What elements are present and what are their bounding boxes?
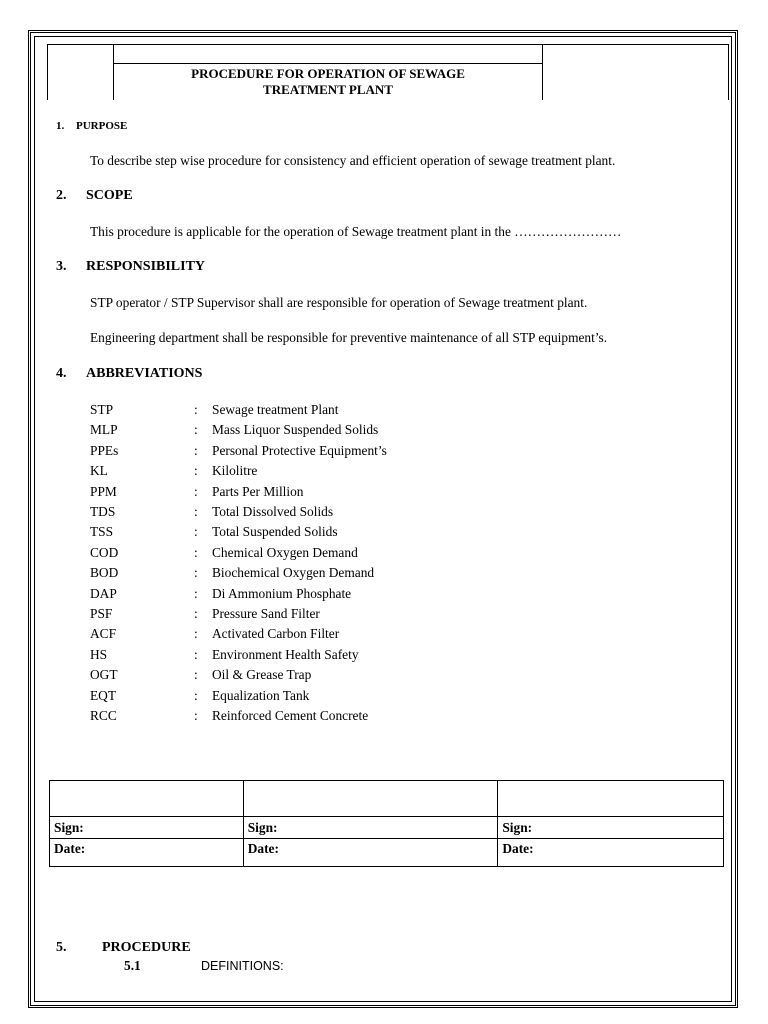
- sign-label: Sign:: [243, 817, 498, 839]
- section-number: 4.: [56, 366, 67, 381]
- section-title: ABBREVIATIONS: [86, 366, 203, 381]
- subsection-number: 5.1: [124, 958, 141, 973]
- title-line-1: PROCEDURE FOR OPERATION OF SEWAGE: [191, 66, 465, 81]
- abbreviation-desc: Reinforced Cement Concrete: [212, 708, 369, 723]
- abbreviation-code: DAP: [90, 585, 117, 601]
- signature-cell: [50, 781, 244, 817]
- abbreviation-colon: :: [194, 646, 198, 662]
- section-title: SCOPE: [86, 188, 133, 203]
- header-right-line: [728, 44, 729, 100]
- abbreviation-colon: :: [194, 504, 198, 519]
- abbreviation-colon: :: [194, 524, 198, 540]
- document-title: [113, 63, 543, 100]
- abbreviation-colon: :: [194, 708, 198, 723]
- abbreviation-desc: Total Suspended Solids: [212, 524, 338, 540]
- sign-label: Sign:: [498, 817, 724, 839]
- abbreviation-colon: :: [194, 463, 198, 479]
- abbreviation-desc: Parts Per Million: [212, 483, 304, 499]
- abbreviation-colon: :: [194, 626, 198, 642]
- signature-cell: [243, 781, 498, 817]
- sign-row: [50, 817, 724, 839]
- abbreviation-colon: :: [194, 585, 198, 601]
- date-label: Date:: [498, 839, 724, 867]
- abbreviation-desc: Environment Health Safety: [212, 646, 359, 662]
- abbreviation-colon: :: [194, 565, 198, 581]
- abbreviation-code: EQT: [90, 687, 117, 703]
- abbreviation-colon: :: [194, 687, 198, 703]
- section-title: PROCEDURE: [102, 940, 191, 955]
- abbreviation-code: HS: [90, 646, 108, 662]
- scope-text: This procedure is applicable for the operation of Sewage treatment plant in the ……………………: [90, 224, 622, 239]
- header-divider-right: [542, 44, 543, 64]
- section-purpose-heading: [56, 120, 127, 132]
- abbreviation-colon: :: [194, 422, 198, 438]
- abbreviation-code: RCC: [90, 708, 117, 723]
- abbreviation-desc: Mass Liquor Suspended Solids: [212, 422, 379, 438]
- abbreviation-colon: :: [194, 442, 198, 458]
- abbreviation-desc: Activated Carbon Filter: [212, 626, 340, 642]
- abbreviation-desc: Kilolitre: [212, 463, 258, 479]
- date-label: Date:: [243, 839, 498, 867]
- header-top-line: [47, 44, 729, 45]
- abbreviation-code: PSF: [90, 606, 113, 621]
- abbreviation-code: PPEs: [90, 442, 119, 458]
- section-title: RESPONSIBILITY: [86, 259, 206, 274]
- header-divider-left: [113, 44, 114, 64]
- responsibility-text-1: STP operator / STP Supervisor shall are responsible for operation of Sewage treatment plant.: [90, 295, 588, 310]
- section-scope-heading: [56, 188, 133, 204]
- section-number: 3.: [56, 259, 67, 274]
- abbreviation-desc: Chemical Oxygen Demand: [212, 544, 358, 560]
- abbreviation-code: BOD: [90, 565, 119, 581]
- section-title: PURPOSE: [76, 120, 128, 132]
- section-number: 5.: [56, 940, 67, 955]
- abbreviation-colon: :: [194, 544, 198, 560]
- abbreviation-desc: Di Ammonium Phosphate: [212, 585, 352, 601]
- abbreviation-code: ACF: [90, 626, 117, 642]
- date-label: Date:: [50, 839, 244, 867]
- signature-table: [49, 780, 724, 867]
- abbreviation-colon: :: [194, 606, 198, 621]
- abbreviation-colon: :: [194, 402, 198, 417]
- section-abbreviations-heading: [56, 366, 202, 382]
- abbreviation-desc: Personal Protective Equipment’s: [212, 442, 387, 458]
- subsection-definitions: [124, 958, 284, 974]
- abbreviation-code: STP: [90, 402, 114, 417]
- abbreviation-colon: :: [194, 667, 198, 683]
- abbreviation-code: COD: [90, 544, 119, 560]
- section-procedure-heading: [56, 940, 191, 956]
- abbreviation-code: PPM: [90, 483, 117, 499]
- abbreviation-code: OGT: [90, 667, 118, 683]
- abbreviation-code: KL: [90, 463, 108, 479]
- abbreviation-desc: Equalization Tank: [212, 687, 310, 703]
- signature-cell: [498, 781, 724, 817]
- header-left-line: [47, 44, 48, 100]
- responsibility-text-2: Engineering department shall be responsible for preventive maintenance of all STP equipment’s.: [90, 330, 608, 345]
- abbreviation-desc: Oil & Grease Trap: [212, 667, 312, 683]
- section-responsibility-heading: [56, 259, 205, 275]
- abbreviation-colon: :: [194, 483, 198, 499]
- abbreviation-code: MLP: [90, 422, 118, 438]
- purpose-text: To describe step wise procedure for consistency and efficient operation of sewage treatment plant.: [90, 153, 616, 168]
- abbreviation-desc: Biochemical Oxygen Demand: [212, 565, 375, 581]
- section-number: 2.: [56, 188, 67, 203]
- signature-blank-row: [50, 781, 724, 817]
- title-line-2: TREATMENT PLANT: [263, 82, 393, 97]
- abbreviation-desc: Sewage treatment Plant: [212, 402, 339, 417]
- abbreviation-desc: Total Dissolved Solids: [212, 504, 334, 519]
- sign-label: Sign:: [50, 817, 244, 839]
- date-row: [50, 839, 724, 867]
- section-number: 1.: [56, 120, 65, 132]
- abbreviation-code: TSS: [90, 524, 114, 540]
- abbreviation-code: TDS: [90, 504, 116, 519]
- abbreviation-desc: Pressure Sand Filter: [212, 606, 320, 621]
- subsection-title: DEFINITIONS:: [201, 959, 284, 973]
